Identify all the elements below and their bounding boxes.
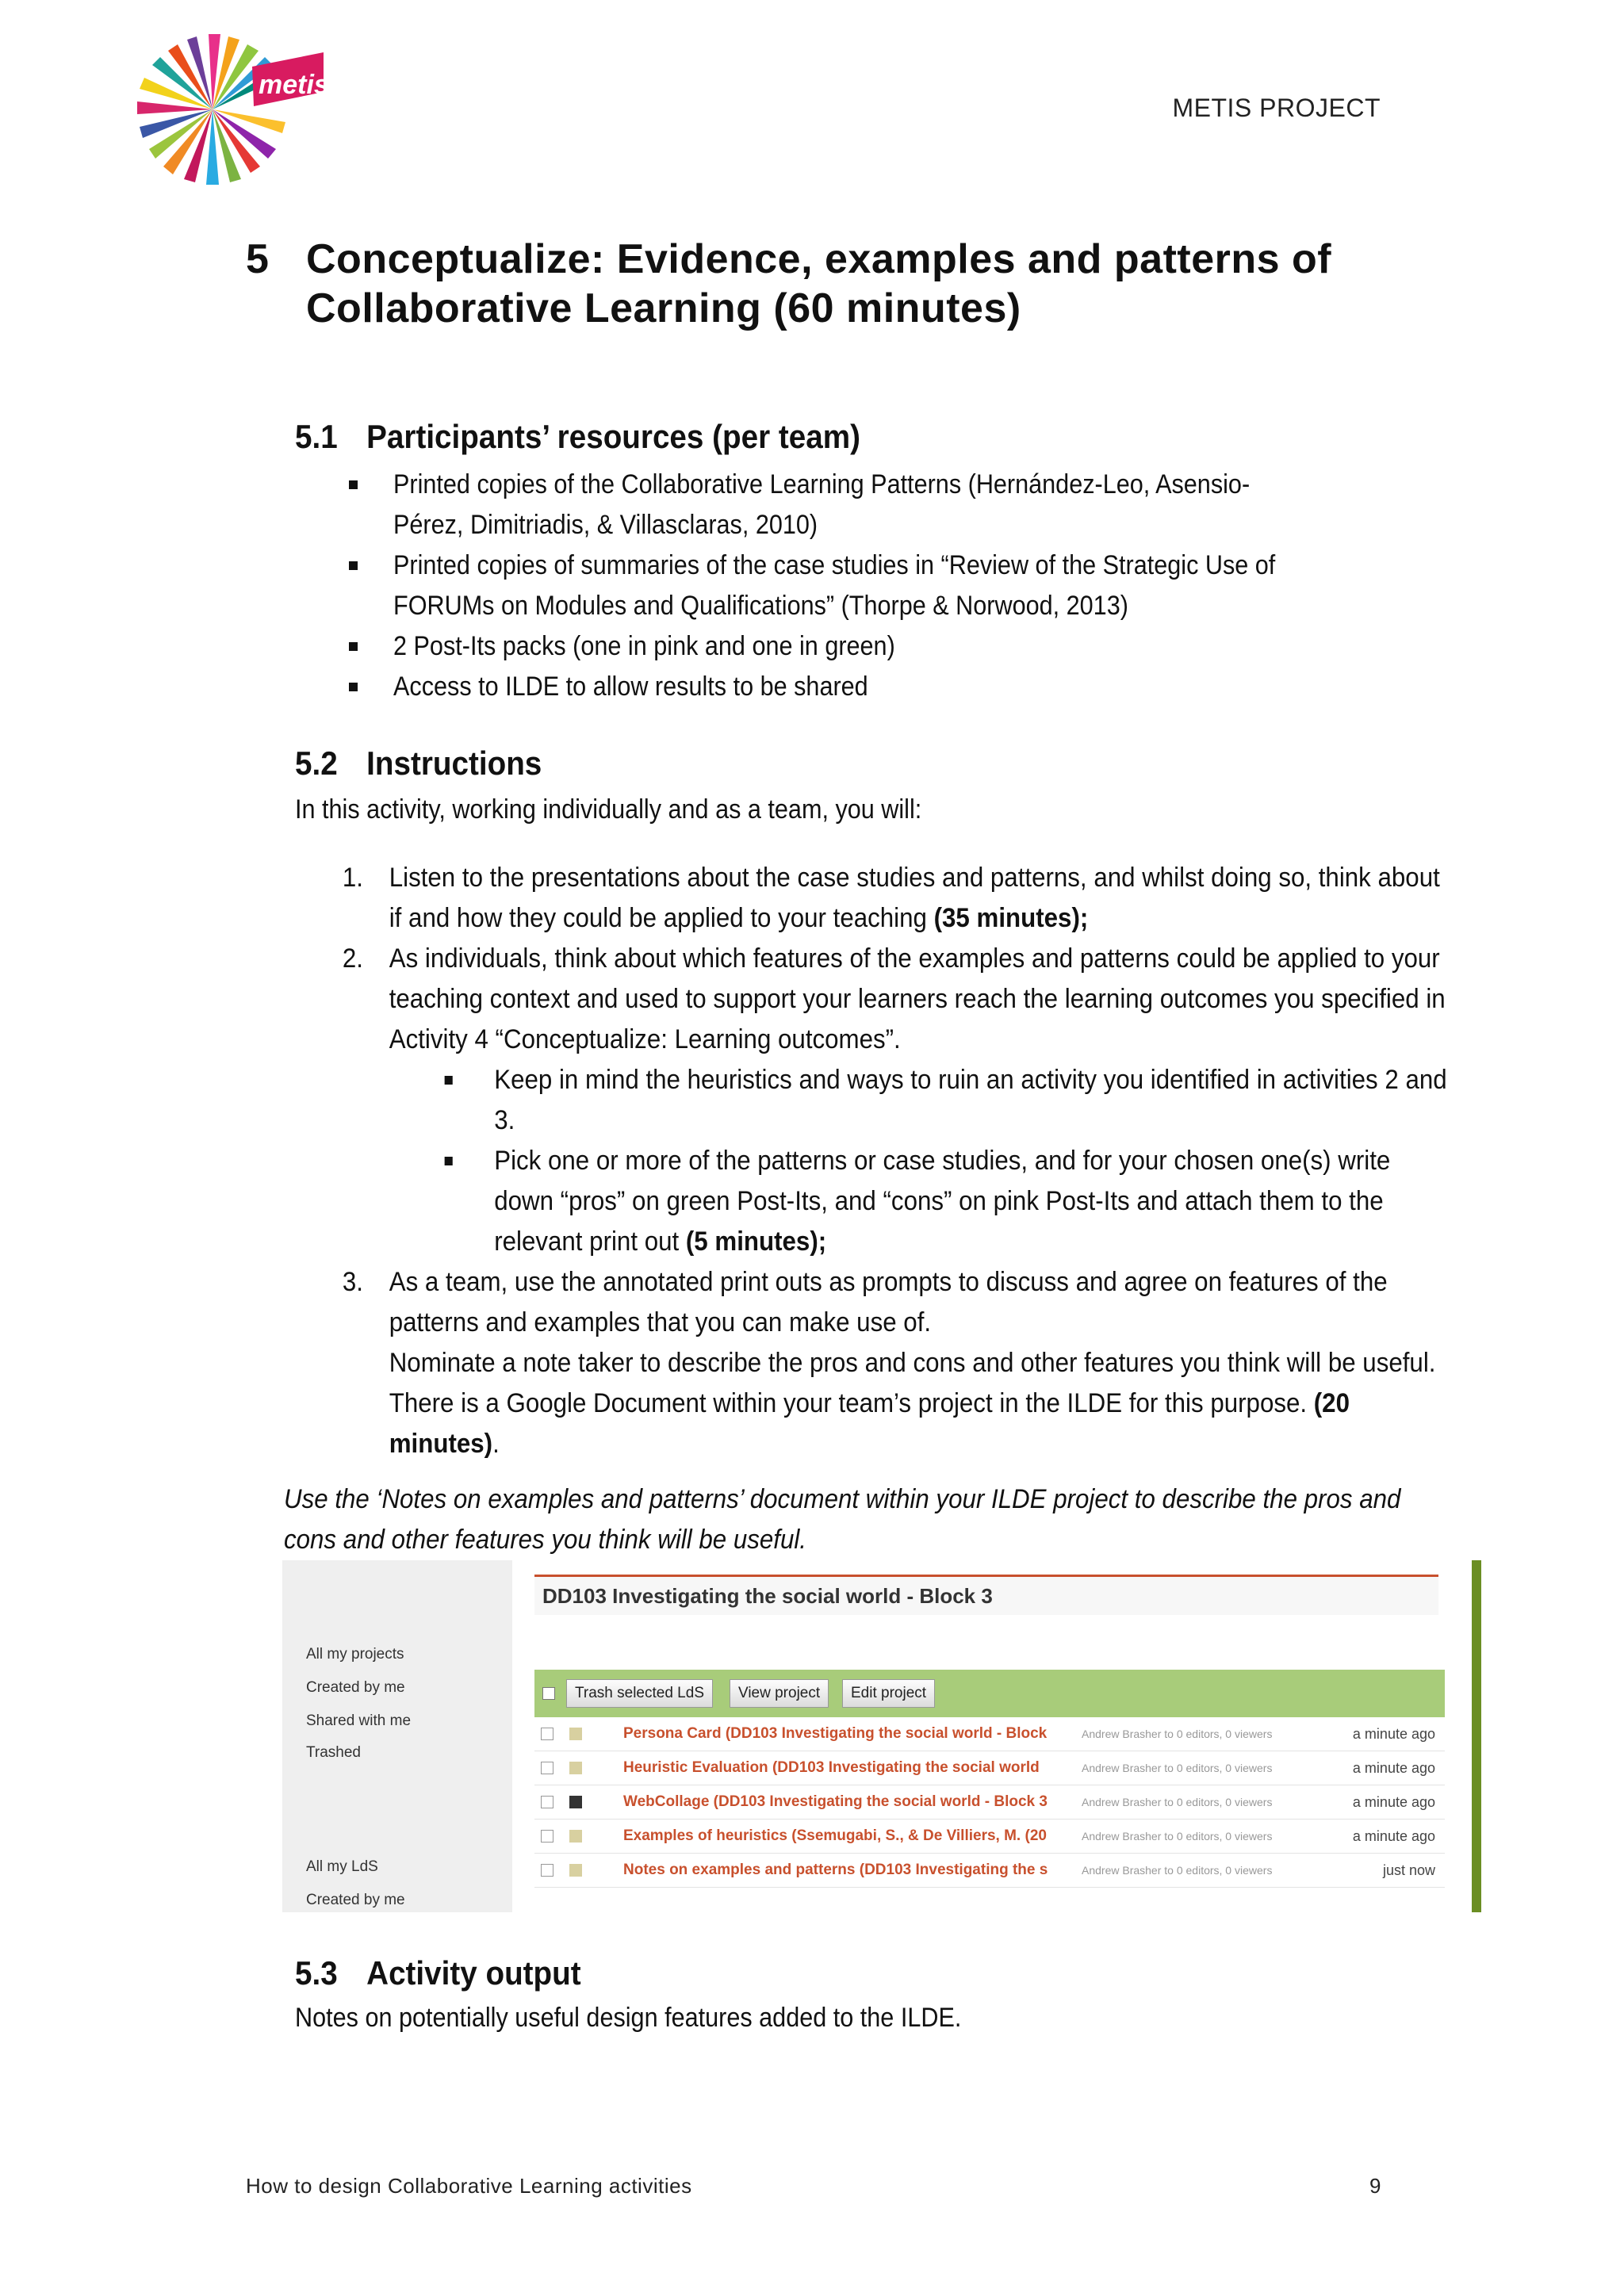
row-time: a minute ago: [1352, 1726, 1435, 1742]
green-side-bar: [1472, 1560, 1481, 1912]
project-title: DD103 Investigating the social world - Block 3: [534, 1575, 1438, 1615]
step-text: As individuals, think about which features of the examples and patterns could be applied to your teaching context and used to support your learners reach the learning outcomes you specified in Activity 4 “Conceptualize: Learning outcomes”.: [389, 943, 1446, 1054]
instructions-list: [341, 858, 1447, 1464]
row-time: a minute ago: [1352, 1760, 1435, 1776]
list-item-text: Access to ILDE to allow results to be shared: [393, 672, 868, 702]
sidebar-item-all-projects[interactable]: All my projects: [306, 1646, 404, 1663]
row-title-link[interactable]: Notes on examples and patterns (DD103 Investigating the s: [623, 1862, 1048, 1878]
row-time: a minute ago: [1352, 1794, 1435, 1810]
row-checkbox[interactable]: [541, 1728, 553, 1740]
row-checkbox[interactable]: [541, 1762, 553, 1774]
section-number: 5: [246, 236, 270, 282]
page-number: 9: [1369, 2174, 1381, 2198]
ilde-sidebar: [282, 1560, 512, 1912]
step-number: 3.: [342, 1267, 363, 1297]
step-number: 1.: [342, 863, 363, 893]
row-authors: Andrew Brasher to 0 editors, 0 viewers: [1082, 1830, 1273, 1843]
row-title-link[interactable]: Heuristic Evaluation (DD103 Investigating the social world: [623, 1759, 1040, 1776]
step-item: [341, 1262, 1454, 1464]
sidebar-item-trashed[interactable]: Trashed: [306, 1744, 361, 1761]
ilde-screenshot: [282, 1560, 1483, 1912]
subsection-title: Activity output: [366, 1954, 581, 1992]
step-text-end: .: [492, 1429, 500, 1459]
row-checkbox[interactable]: [541, 1864, 553, 1877]
list-item: [341, 545, 1404, 626]
webcollage-icon: [569, 1796, 582, 1808]
list-item-text: 2 Post-Its packs (one in pink and one in green): [393, 631, 895, 661]
step-item: [341, 939, 1454, 1262]
document-icon: [569, 1762, 582, 1774]
row-checkbox[interactable]: [541, 1796, 553, 1808]
header-project: METIS PROJECT: [1172, 94, 1381, 122]
subsection-title: Instructions: [366, 744, 542, 782]
sub-bullet: [442, 1060, 1454, 1141]
subsection-heading-5-3: [295, 1954, 581, 1993]
row-authors: Andrew Brasher to 0 editors, 0 viewers: [1082, 1762, 1273, 1774]
document-icon: [569, 1728, 582, 1740]
step-text: Listen to the presentations about the case studies and patterns, and whilst doing so, think about if and how they could be applied to your teaching: [389, 863, 1440, 933]
sub-bullet-text: Keep in mind the heuristics and ways to ruin an activity you identified in activities 2 and 3.: [494, 1065, 1447, 1135]
metis-logo: [119, 30, 325, 186]
sidebar-item-lds-created-by-me[interactable]: Created by me: [306, 1892, 405, 1908]
row-title-link[interactable]: WebCollage (DD103 Investigating the social world - Block 3: [623, 1793, 1048, 1810]
project-toolbar: [534, 1670, 1445, 1717]
row-time: a minute ago: [1352, 1828, 1435, 1844]
row-title-link[interactable]: Persona Card (DD103 Investigating the social world - Block: [623, 1725, 1048, 1742]
list-item: [341, 667, 1404, 707]
sidebar-item-created-by-me[interactable]: Created by me: [306, 1679, 405, 1696]
subsection-heading-5-1: [295, 417, 860, 457]
section-title: Conceptualize: Evidence, examples and patterns of Collaborative Learning (60 minutes): [306, 236, 1332, 331]
sidebar-item-shared-with-me[interactable]: Shared with me: [306, 1712, 412, 1729]
table-row[interactable]: [534, 1717, 1445, 1751]
row-authors: Andrew Brasher to 0 editors, 0 viewers: [1082, 1796, 1273, 1808]
row-time: just now: [1382, 1862, 1435, 1878]
resources-list: [341, 465, 1404, 707]
trash-selected-button[interactable]: Trash selected LdS: [566, 1679, 713, 1708]
subsection-number: 5.2: [295, 744, 338, 782]
sub-bullet-text: Pick one or more of the patterns or case studies, and for your chosen one(s) write down “pros” on green Post-Its, and “cons” on pink Post-Its and attach them to the relevant print out: [494, 1146, 1391, 1257]
step-duration: (5 minutes);: [685, 1226, 827, 1257]
document-icon: [569, 1864, 582, 1877]
step-duration: (35 minutes);: [933, 903, 1089, 933]
subsection-number: 5.1: [295, 418, 338, 455]
list-item: [341, 626, 1404, 667]
sidebar-item-all-lds[interactable]: All my LdS: [306, 1858, 378, 1875]
subsection-heading-5-2: [295, 744, 542, 783]
table-row[interactable]: [534, 1785, 1445, 1820]
row-authors: Andrew Brasher to 0 editors, 0 viewers: [1082, 1864, 1273, 1877]
view-project-button[interactable]: View project: [730, 1679, 829, 1708]
instructions-intro: In this activity, working individually and as a team, you will:: [295, 794, 922, 825]
logo-text: metis: [259, 70, 325, 100]
document-icon: [569, 1830, 582, 1843]
list-item-text: Printed copies of the Collaborative Learning Patterns (Hernández-Leo, Asensio-Pérez, Dimitriadis, & Villasclaras, 2010): [393, 469, 1251, 540]
step-duration: (20 minutes): [389, 1388, 1350, 1459]
list-item-text: Printed copies of summaries of the case studies in “Review of the Strategic Use of FORUMs on Modules and Qualifications” (Thorpe & Norwood, 2013): [393, 550, 1276, 621]
italic-note: Use the ‘Notes on examples and patterns’ document within your ILDE project to describe the pros and cons and other features you think will be useful.: [284, 1484, 1401, 1555]
row-checkbox[interactable]: [541, 1830, 553, 1843]
select-all-checkbox[interactable]: [542, 1687, 555, 1700]
step-number: 2.: [342, 943, 363, 974]
step-text: Nominate a note taker to describe the pros and cons and other features you think will be useful. There is a Google Document within your team’s project in the ILDE for this purpose.: [389, 1348, 1436, 1418]
activity-output-text: Notes on potentially useful design features added to the ILDE.: [295, 2003, 962, 2033]
table-row[interactable]: [534, 1751, 1445, 1785]
sub-bullet: [442, 1141, 1454, 1262]
subsection-title: Participants’ resources (per team): [366, 418, 860, 455]
row-title-link[interactable]: Examples of heuristics (Ssemugabi, S., & De Villiers, M. (20: [623, 1827, 1047, 1844]
footer-title: How to design Collaborative Learning activities: [246, 2174, 692, 2198]
row-authors: Andrew Brasher to 0 editors, 0 viewers: [1082, 1728, 1273, 1740]
step-item: [341, 858, 1454, 939]
edit-project-button[interactable]: Edit project: [842, 1679, 935, 1708]
table-row[interactable]: [534, 1820, 1445, 1854]
table-row[interactable]: [534, 1854, 1445, 1888]
subsection-number: 5.3: [295, 1954, 338, 1992]
list-item: [341, 465, 1404, 545]
step-text: As a team, use the annotated print outs as prompts to discuss and agree on features of the patterns and examples that you can make use of.: [389, 1267, 1388, 1337]
